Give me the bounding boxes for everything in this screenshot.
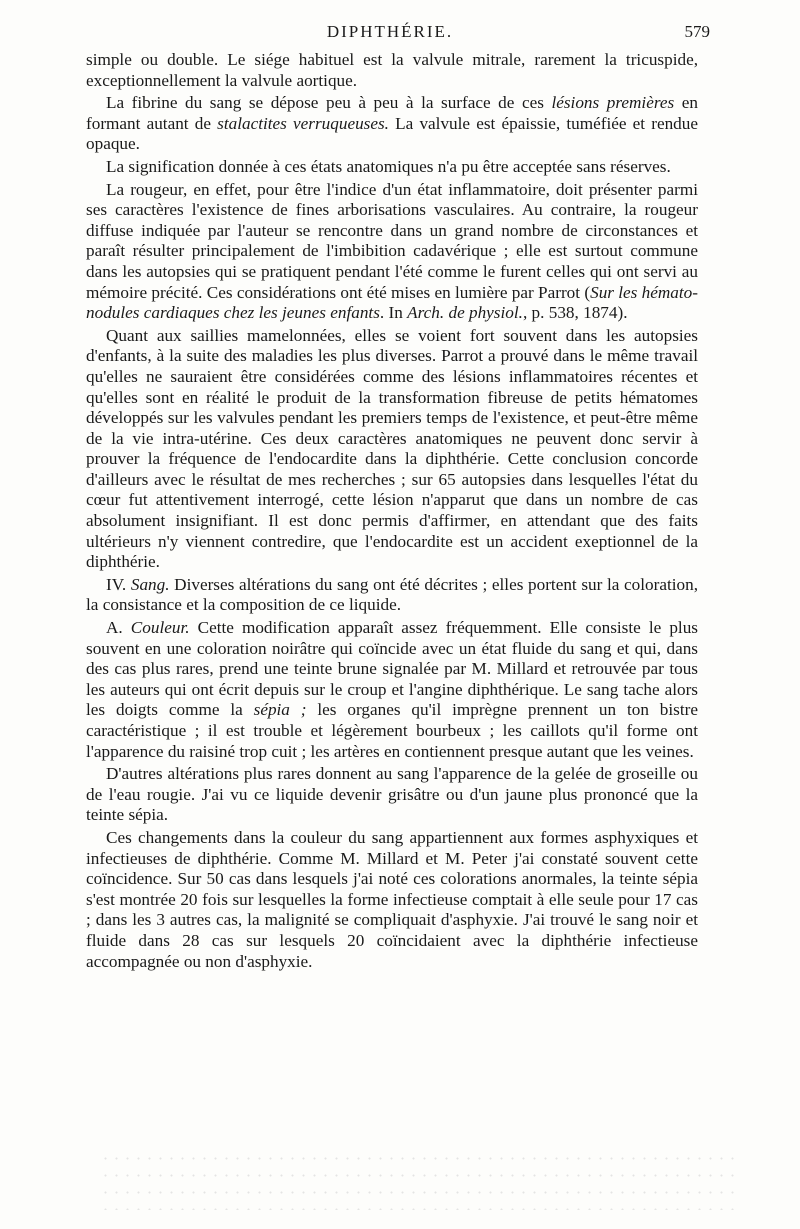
text-run: A. [106, 618, 131, 638]
text-run: La signification donnée à ces états anatomiques n'a pu être acceptée sans réserves. [106, 156, 671, 176]
running-title: DIPHTHÉRIE. [326, 22, 454, 41]
paragraph-p1 [86, 50, 698, 91]
text-run: Quant aux saillies mamelonnées, elles se voient fort souvent dans les autopsies d'enfants, à la suite des maladies les plus diverses. Parrot a prouvé dans le même travail qu'elles ne sauraient être considérées comme des lésions inflammatoires récentes et qu'elles sont en réalité le produit de la transformation fibreuse de petits hématomes développés sur les valvules pendant les premiers temps de l'existence, et peut-être même de la vie intra-utérine. Ces deux caractères anatomiques ne peuvent donc servir à prouver la fréquence de l'endocardite dans la diphthérie. Cette conclusion concorde d'ailleurs avec le résultat de mes recherches ; sur 65 autopsies dans lesquelles l'état du cœur fut attentivement interrogé, cette lésion n'apparut que dans un nombre de cas absolument insignifiant. Il est donc permis d'affirmer, en attendant que des faits ultérieurs n'y viennent contredire, que l'endocardite est un accident exeptionnel de la diphthérie. [86, 325, 698, 572]
page-number: 579 [684, 22, 710, 41]
italic-run: sépia ; [253, 700, 307, 720]
paragraph-p8 [86, 764, 698, 826]
paragraph-p6 [86, 575, 698, 616]
italic-run: Sur les hémato-nodules cardiaques chez les jeunes enfants [86, 282, 698, 323]
italic-run: Couleur. [130, 618, 190, 638]
italic-run: lésions premières [551, 93, 675, 113]
text-run: La valvule est épaissie, tuméfiée et rendue opaque. [86, 113, 698, 154]
body-text [86, 50, 698, 974]
text-run: La fibrine du sang se dépose peu à peu à la surface de ces [106, 93, 552, 113]
text-run: La rougeur, en effet, pour être l'indice d'un état inflammatoire, doit présenter parmi ses caractères l'existence de fines arborisations vasculaires. Au contraire, la rougeur diffuse indiquée par l'auteur se rencontre dans un grand nombre de circonstances et paraît résulter principalement de l'imbibition cadavérique ; elle est surtout commune dans les autopsies qui se pratiquent pendant l'été comme le furent celles qui ont servi au mémoire précité. Ces considérations ont été mises en lumière par Parrot ( [86, 179, 698, 302]
text-run: Diverses altérations du sang ont été décrites ; elles portent sur la coloration, la consistance et la composition de ce liquide. [86, 574, 699, 615]
text-run: IV. [106, 574, 131, 594]
paragraph-p2 [86, 93, 698, 155]
paragraph-p5 [86, 326, 698, 573]
text-run: , p. 538, 1874). [522, 303, 628, 323]
text-run: simple ou double. Le siége habituel est la valvule mitrale, rarement la tricuspide, exceptionnellement la valvule aortique. [86, 50, 698, 90]
text-run: . In [379, 303, 408, 323]
text-run: D'autres altérations plus rares donnent au sang l'apparence de la gelée de groseille ou de l'eau rougie. J'ai vu ce liquide devenir grisâtre ou d'un jaune plus prononcé que la teinte sépia. [86, 764, 698, 825]
italic-run: stalactites verruqueuses. [217, 113, 389, 133]
paragraph-p4 [86, 180, 698, 324]
running-head [80, 22, 710, 48]
italic-run: Sang. [130, 574, 170, 594]
text-run: les organes qu'il imprègne prennent un ton bistre caractéristique ; il est trouble et légèrement bourbeux ; les caillots qu'il forme ont l'apparence du raisiné trop cuit ; les artères en contiennent presque autant que les veines. [86, 700, 698, 761]
text-run: Ces changements dans la couleur du sang appartiennent aux formes asphyxiques et infectieuses de diphthérie. Comme M. Millard et M. Peter j'ai constaté souvent cette coïncidence. Sur 50 cas dans lesquels j'ai noté ces colorations anormales, la teinte sépia s'est montrée 20 fois sur lesquelles la forme infectieuse comptait à elle seule pour 17 cas ; dans les 3 autres cas, la malignité se compliquait d'asphyxie. J'ai trouvé le sang noir et fluide dans 28 cas sur lesquels 20 coïncidaient avec la diphthérie infectieuse accompagnée ou non d'asphyxie. [86, 827, 698, 971]
paragraph-p3 [86, 157, 698, 178]
scan-speckle [100, 1150, 740, 1210]
text-run: Cette modification apparaît assez fréquemment. Elle consiste le plus souvent en une coloration noirâtre qui coïncide avec un état fluide du sang et qui, dans des cas plus rares, prend une teinte brune signalée par M. Millard et retrouvée par tous les auteurs qui ont écrit depuis sur le croup et l'angine diphthérique. Le sang tache alors les doigts comme la [86, 618, 698, 720]
text-run: en formant autant de [86, 93, 698, 133]
paragraph-p7 [86, 618, 698, 762]
italic-run: Arch. de physiol. [407, 303, 523, 323]
paragraph-p9 [86, 828, 698, 972]
